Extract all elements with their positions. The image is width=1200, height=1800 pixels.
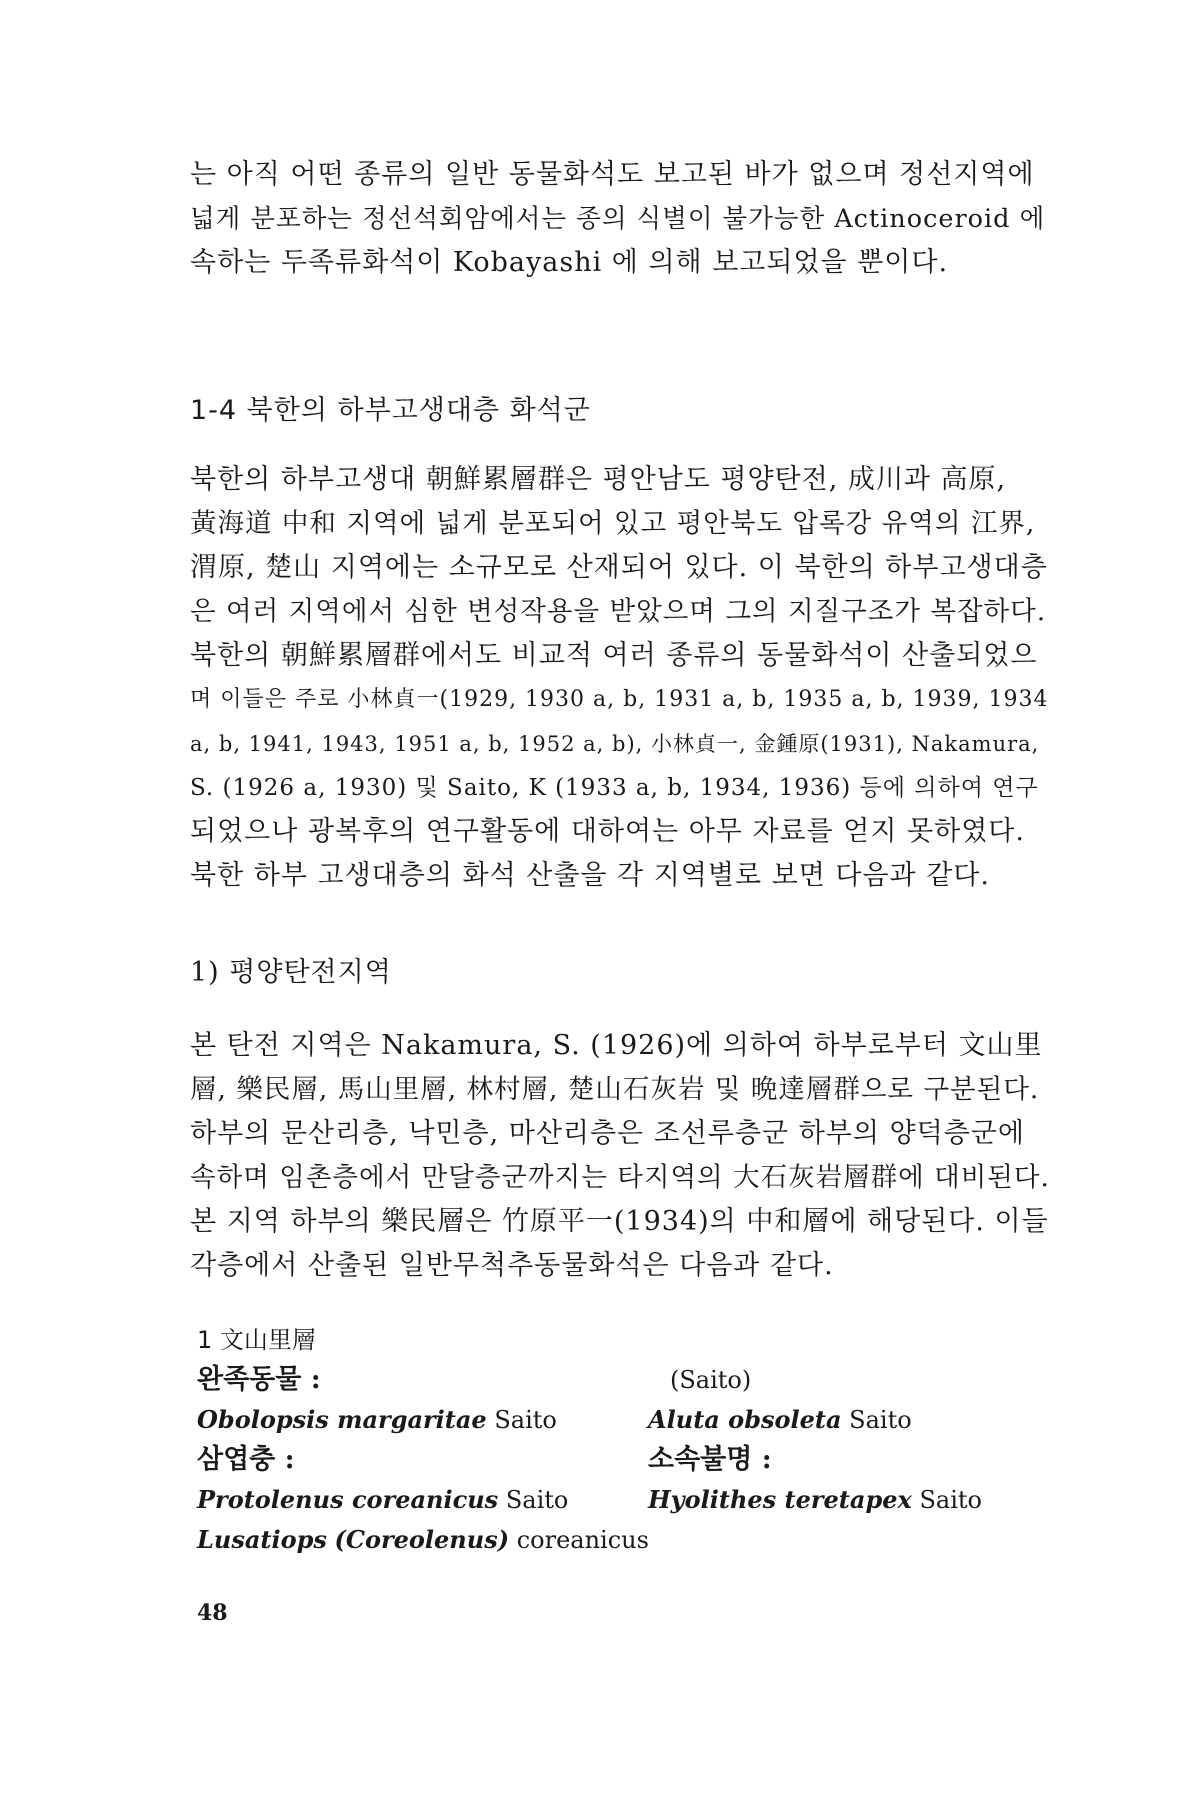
species-name: Hyolithes teretapex	[648, 1485, 912, 1514]
species-author-continued: (Saito)	[670, 1366, 752, 1394]
species-author: Saito	[849, 1406, 912, 1434]
section-paragraph-3	[190, 854, 1050, 898]
species-author: Saito	[505, 1486, 569, 1514]
text-line: 며 이들은 주로 小林貞一(1929, 1930 a, b, 1931 a, b, 1935 a, b, 1939, 1934	[190, 687, 1049, 712]
species-epithet: coreanicus	[516, 1526, 649, 1554]
text-line: S. (1926 a, 1930) 및 Saito, K (1933 a, b, 1934, 1936) 등에 의하여 연구	[190, 775, 1039, 801]
fossil-list-left	[197, 1320, 649, 1560]
fossil-list-heading: 1 文山里層	[197, 1326, 316, 1354]
text-line: 은 여러 지역에서 심한 변성작용을 받았으며 그의 지질구조가 복잡하다.	[190, 596, 1047, 627]
group-label-incertae-sedis: 소속불명 :	[648, 1444, 772, 1475]
species-entry	[197, 1400, 649, 1440]
species-entry	[197, 1480, 649, 1520]
species-author: Saito	[919, 1486, 982, 1514]
species-subgenus: (Coreolenus)	[334, 1525, 510, 1554]
text-line: 북한의 하부고생대 朝鮮累層群은 평안남도 평양탄전, 成川과 高原,	[190, 464, 1007, 495]
text-line: 본 탄전 지역은 Nakamura, S. (1926)에 의하여 하부로부터 文山里	[190, 1030, 1043, 1061]
species-entry	[197, 1520, 649, 1560]
group-label-trilobita: 삼엽충 :	[197, 1444, 295, 1475]
subsection-paragraph	[190, 1024, 1050, 1288]
species-name: Aluta obsoleta	[648, 1405, 842, 1434]
group-label-brachiopoda: 완족동물 :	[197, 1364, 321, 1395]
text-line: 黃海道 中和 지역에 넓게 분포되어 있고 평안북도 압록강 유역의 江界,	[190, 508, 1036, 539]
text-line: 북한 하부 고생대층의 화석 산출을 각 지역별로 보면 다음과 같다.	[190, 860, 990, 891]
subsection-title: 1) 평양탄전지역	[190, 957, 392, 988]
species-name: Obolopsis margaritae	[197, 1405, 487, 1434]
text-line: a, b, 1941, 1943, 1951 a, b, 1952 a, b), 小林貞一, 金鍾原(1931), Nakamura,	[190, 732, 1040, 756]
text-line: 는 아직 어떤 종류의 일반 동물화석도 보고된 바가 없으며 정선지역에	[190, 159, 1035, 190]
species-name: Lusatiops	[197, 1525, 327, 1554]
text-line: 넓게 분포하는 정선석회암에서는 종의 식별이 불가능한 Actinoceroid 에	[190, 204, 1046, 234]
text-line: 각층에서 산출된 일반무척추동물화석은 다음과 같다.	[190, 1250, 834, 1281]
section-title: 1-4 북한의 하부고생대층 화석군	[190, 395, 591, 426]
text-line: 속하는 두족류화석이 Kobayashi 에 의해 보고되었을 뿐이다.	[190, 247, 949, 278]
intro-paragraph	[190, 153, 1050, 285]
text-line: 본 지역 하부의 樂民層은 竹原平一(1934)의 中和層에 해당된다. 이들	[190, 1206, 1049, 1237]
text-line: 層, 樂民層, 馬山里層, 林村層, 楚山石灰岩 및 晩達層群으로 구분된다.	[190, 1074, 1040, 1105]
text-line: 되었으나 광복후의 연구활동에 대하여는 아무 자료를 얻지 못하였다.	[190, 816, 1025, 847]
section-paragraph-2	[190, 634, 1050, 854]
fossil-list-right	[648, 1360, 982, 1520]
section-paragraph-1	[190, 458, 1050, 634]
page-number: 48	[197, 1600, 228, 1626]
species-author: Saito	[494, 1406, 557, 1434]
species-name: Protolenus coreanicus	[197, 1485, 499, 1514]
text-line: 북한의 朝鮮累層群에서도 비교적 여러 종류의 동물화석이 산출되었으	[190, 640, 1038, 671]
species-entry	[648, 1400, 982, 1440]
text-line: 속하며 임촌층에서 만달층군까지는 타지역의 大石灰岩層群에 대비된다.	[190, 1162, 1050, 1193]
text-line: 渭原, 楚山 지역에는 소규모로 산재되어 있다. 이 북한의 하부고생대층	[190, 552, 1048, 583]
text-line: 하부의 문산리층, 낙민층, 마산리층은 조선루층군 하부의 양덕층군에	[190, 1118, 1025, 1149]
species-entry	[648, 1480, 982, 1520]
